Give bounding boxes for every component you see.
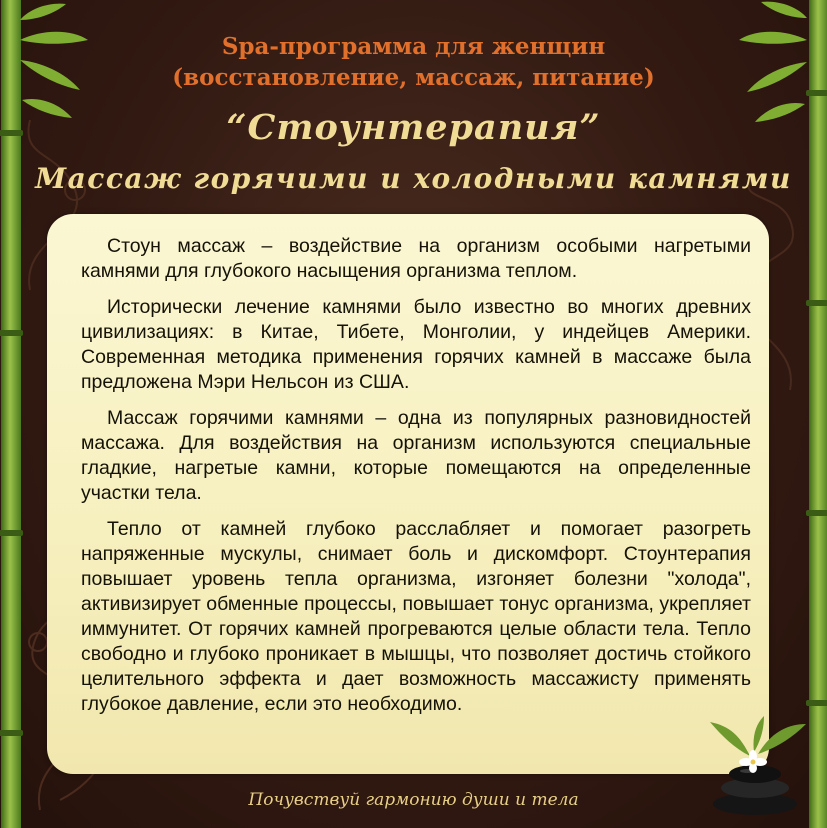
paragraph: Стоун массаж – воздействие на организм особыми нагретыми камнями для глубокого насыщения организма теплом.: [81, 235, 751, 282]
panel-text: [81, 234, 751, 728]
footer-tagline: Почувствуй гармонию души и тела: [248, 790, 579, 810]
text-panel: [47, 214, 769, 774]
page-title: “Стоунтерапия”: [226, 107, 601, 148]
paragraph: Тепло от камней глубоко расслабляет и помогает разогреть напряженные мускулы, снимает боль и дискомфорт. Стоунтерапия повышает уровень тепла организма, изгоняет болезни "холода", активизирует обменные процессы, повышает тонус организма, укрепляет иммунитет. От горячих камней прогреваются целые области тела. Тепло свободно и глубоко проникает в мышцы, что позволяет достичь стойкого целительного эффекта и дает возможность массажисту применять глубокое давление, если это необходимо.: [81, 518, 751, 715]
paragraph: Исторически лечение камнями было известно во многих древних цивилизациях: в Китае, Тибете, Монголии, у индейцев Америки. Современная методика применения горячих камней в массаже была предложена Мэри Нельсон из США.: [81, 296, 751, 393]
program-description: (восстановление, массаж, питание): [172, 64, 655, 91]
program-subtitle: Spa-программа для женщин: [221, 33, 606, 60]
paragraph: Массаж горячими камнями – одна из популярных разновидностей массажа. Для воздействия на организм используются специальные гладкие, нагретые камни, которые помещаются на определенные участки тела.: [81, 407, 751, 504]
page-subtitle: Массаж горячими и холодными камнями: [35, 162, 792, 195]
